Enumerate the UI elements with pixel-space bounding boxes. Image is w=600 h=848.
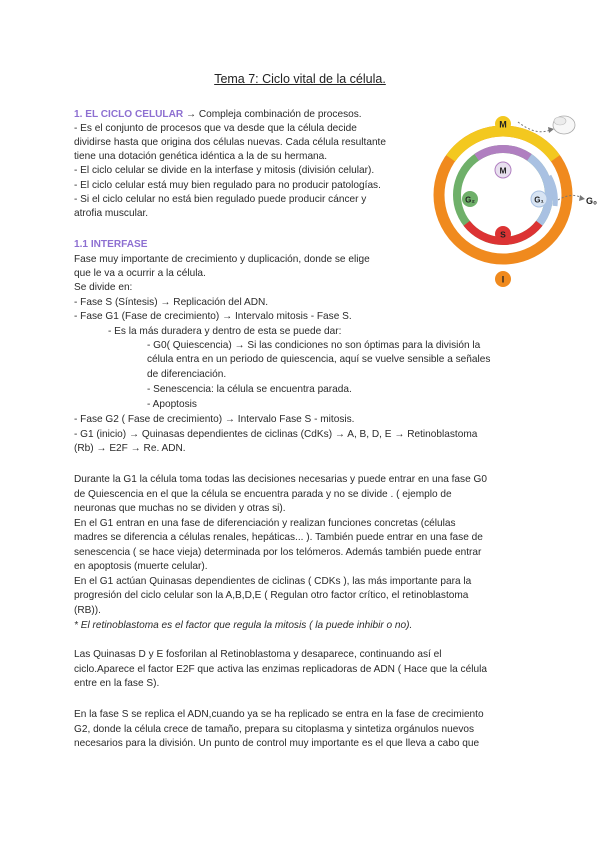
text-line: - El ciclo celular está muy bien regulado para no producir patologías. <box>74 180 381 191</box>
text-line: - El ciclo celular se divide en la interfase y mitosis (división celular). <box>74 165 375 176</box>
text-line: Fase muy importante de crecimiento y duplicación, donde se elige <box>74 254 370 265</box>
text-line: dividirse hasta que origina dos células nuevas. Cada célula resultante <box>74 137 386 148</box>
text-line: - Fase S (Síntesis) → Replicación del ADN. <box>74 297 269 308</box>
g1-label: G₁ <box>534 195 544 205</box>
text-line: - Fase G2 ( Fase de crecimiento) → Intervalo Fase S - mitosis. <box>74 414 355 425</box>
g0-arrow-head <box>579 195 585 201</box>
text-line: Se divide en: <box>74 282 133 293</box>
text-line: necesarios para la división. Un punto de control muy importante es el que lleva a cabo que <box>74 738 480 749</box>
text-line: célula entra en un periodo de quiescencia, aquí se vuelve sensible a señales <box>147 354 491 365</box>
division-arrow-head <box>548 127 554 133</box>
text-line: madres se diferencia a células renales, hepáticas... ). También puede entrar en una fase de <box>74 532 483 543</box>
m-outer-label: M <box>499 119 507 130</box>
text-line: - Fase G1 (Fase de crecimiento) → Intervalo mitosis - Fase S. <box>74 311 352 322</box>
text-line: neuronas que muchas no se dividen y otras si). <box>74 503 286 514</box>
text-line: - Es el conjunto de procesos que va desde que la célula decide <box>74 123 357 134</box>
text-line: que le va a ocurrir a la célula. <box>74 268 206 279</box>
i-label: I <box>501 274 505 285</box>
text-line: En la fase S se replica el ADN,cuando ya se ha replicado se entra en la fase de crecimiento <box>74 709 484 720</box>
m-inner-label: M <box>499 165 507 176</box>
text-line: - Si el ciclo celular no está bien regulado puede producir cáncer y <box>74 194 367 205</box>
text-line: senescencia ( se hace vieja) determinada por los telómeros. Además también puede entrar <box>74 547 482 558</box>
text-line: entre en la fase S). <box>74 678 160 689</box>
cell-cycle-diagram <box>418 108 600 288</box>
s-label: S <box>500 229 506 240</box>
section-1-heading: 1. EL CICLO CELULAR <box>74 109 184 120</box>
text-line: (Rb) → E2F → Re. ADN. <box>74 443 186 454</box>
text-line: - Apoptosis <box>147 399 197 410</box>
section-1-heading-rest: → Compleja combinación de procesos. <box>183 109 362 120</box>
section-1-heading-line <box>74 108 362 122</box>
text-line: Las Quinasas D y E fosforilan al Retinoblastoma y desaparece, continuando así el <box>74 649 442 660</box>
g2-label: G₂ <box>465 195 475 205</box>
text-line: ciclo.Aparece el factor E2F que activa las enzimas replicadoras de ADN ( Hace que la célula <box>74 664 487 675</box>
m-phase-arc <box>477 149 530 157</box>
daughter-cell-icon <box>554 117 566 125</box>
text-line: En el G1 entran en una fase de diferenciación y realizan funciones concretas (células <box>74 518 456 529</box>
text-line: de Quiescencia en el que la célula se encuentra parada y no se divide . ( ejemplo de <box>74 489 452 500</box>
mitosis-arc <box>451 131 556 158</box>
text-line: Durante la G1 la célula toma todas las decisiones necesarias y puede entrar en una fase G0 <box>74 474 487 485</box>
text-line: (RB)). <box>74 605 101 616</box>
text-line: de diferenciación. <box>147 369 227 380</box>
text-line: - G1 (inicio) → Quinasas dependientes de ciclinas (CdKs) → A, B, D, E → Retinoblastoma <box>74 429 478 440</box>
italic-note: * El retinoblastoma es el factor que regula la mitosis ( la puede inhibir o no). <box>74 620 413 631</box>
text-line: G2, donde la célula crece de tamaño, prepara su citoplasma y sintetiza orgánulos nuevos <box>74 724 475 735</box>
text-line: tiene una dotación genética idéntica a la de su hermana. <box>74 151 328 162</box>
text-line: En el G1 actúan Quinasas dependientes de ciclinas ( CDKs ), las más importante para la <box>74 576 472 587</box>
text-line: en apoptosis (muerte celular). <box>74 561 208 572</box>
g1-arc <box>529 157 549 223</box>
text-line: - G0( Quiescencia) → Si las condiciones no son óptimas para la división la <box>147 340 481 351</box>
section-1-1-heading: 1.1 INTERFASE <box>74 239 148 250</box>
text-line: progresión del ciclo celular son la A,B,D,E ( Regulan otro factor crítico, el retinoblastoma <box>74 590 469 601</box>
text-line: - Senescencia: la célula se encuentra parada. <box>147 384 352 395</box>
g0-label: G₀ <box>586 196 598 206</box>
text-line: atrofia muscular. <box>74 208 149 219</box>
page-title: Tema 7: Ciclo vital de la célula. <box>214 72 386 86</box>
text-line: - Es la más duradera y dentro de esta se puede dar: <box>108 326 342 337</box>
